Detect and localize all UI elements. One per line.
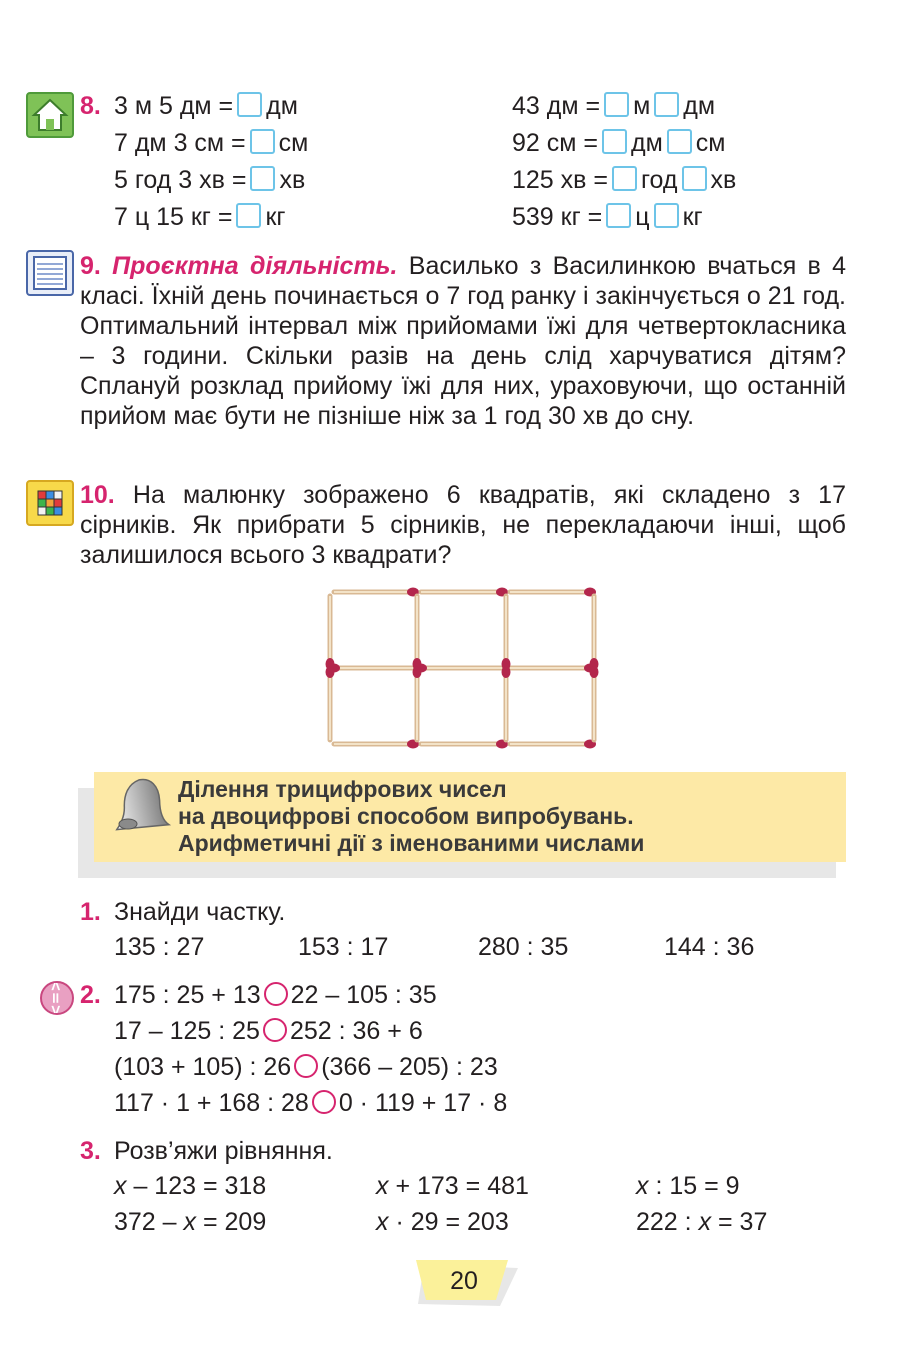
compare-circle[interactable] bbox=[312, 1090, 336, 1114]
task8-row3-right: 125 хв = год хв bbox=[512, 166, 737, 194]
matchstick[interactable] bbox=[421, 588, 508, 597]
matchstick[interactable] bbox=[415, 664, 502, 673]
matchstick[interactable] bbox=[510, 588, 596, 597]
task2-row2: 17 – 125 : 25 252 : 36 + 6 bbox=[114, 1017, 423, 1045]
matchstick[interactable] bbox=[510, 740, 596, 749]
matchstick[interactable] bbox=[510, 664, 596, 673]
answer-box[interactable] bbox=[250, 129, 275, 154]
task2-row4: 117 · 1 + 168 : 28 0 · 119 + 17 · 8 bbox=[114, 1089, 508, 1117]
task9-number: 9. bbox=[80, 252, 101, 280]
matchstick[interactable] bbox=[334, 588, 419, 597]
banner-title bbox=[178, 776, 644, 857]
task10-paragraph bbox=[80, 480, 846, 570]
bell-icon bbox=[106, 774, 176, 841]
task1-title: Знайди частку. bbox=[114, 898, 286, 926]
task9-text: Василько з Василинкою вчаться в 4 класі. Їхній день починається о 7 год ранку і закінчується о 21 год. Оптимальний інтервал між прийомами їжі для четвертокласника – 3 години. Скільки разів на день слід харчуватися дітям? Сплануй розклад прийому їжі для них, ураховуючи, що останній прийом має бути не пізніше ніж за 1 год 30 хв до сну. bbox=[80, 252, 847, 430]
task8-row2-left: 7 дм 3 см = см bbox=[114, 129, 309, 157]
task8-row1-left: 3 м 5 дм = дм bbox=[114, 92, 298, 120]
matchstick[interactable] bbox=[413, 666, 422, 740]
task8-row4-left: 7 ц 15 кг = кг bbox=[114, 203, 286, 231]
task2-row1: 175 : 25 + 13 22 – 105 : 35 bbox=[114, 981, 437, 1009]
answer-box[interactable] bbox=[682, 166, 707, 191]
equation-3: x : 15 = 9 bbox=[636, 1172, 740, 1200]
answer-box[interactable] bbox=[236, 203, 261, 228]
task8-row1-right: 43 дм = м дм bbox=[512, 92, 716, 120]
matchstick[interactable] bbox=[326, 596, 335, 670]
svg-text:<=>: <=> bbox=[47, 983, 65, 1013]
matchstick[interactable] bbox=[413, 596, 422, 670]
task9-paragraph bbox=[80, 251, 846, 431]
matchstick[interactable] bbox=[421, 740, 508, 749]
notebook-icon bbox=[26, 250, 74, 296]
rubiks-cube-icon bbox=[26, 480, 74, 526]
task1-item1: 135 : 27 bbox=[114, 933, 205, 961]
matchstick[interactable] bbox=[328, 664, 413, 673]
answer-box[interactable] bbox=[250, 166, 275, 191]
task3-title: Розв’яжи рівняння. bbox=[114, 1137, 333, 1165]
matchstick[interactable] bbox=[502, 666, 511, 740]
matchstick[interactable] bbox=[326, 666, 335, 740]
equation-6: 222 : x = 37 bbox=[636, 1208, 768, 1236]
task8-row3-left: 5 год 3 хв = хв bbox=[114, 166, 306, 194]
answer-box[interactable] bbox=[237, 92, 262, 117]
answer-box[interactable] bbox=[604, 92, 629, 117]
home-icon bbox=[26, 92, 74, 138]
task8-row2-right: 92 см = дм см bbox=[512, 129, 726, 157]
compare-circle[interactable] bbox=[294, 1054, 318, 1078]
matchstick[interactable] bbox=[334, 740, 419, 749]
matchstick[interactable] bbox=[502, 596, 511, 670]
page-number: 20 bbox=[450, 1267, 478, 1295]
compare-circle[interactable] bbox=[264, 982, 288, 1006]
matchstick-figure bbox=[320, 582, 610, 754]
task8-row4-right: 539 кг = ц кг bbox=[512, 203, 703, 231]
answer-box[interactable] bbox=[602, 129, 627, 154]
task3-number: 3. bbox=[80, 1137, 101, 1165]
compare-icon bbox=[40, 981, 74, 1015]
task1-number: 1. bbox=[80, 898, 101, 926]
answer-box[interactable] bbox=[654, 92, 679, 117]
task1-item2: 153 : 17 bbox=[298, 933, 389, 961]
answer-box[interactable] bbox=[612, 166, 637, 191]
banner-line3: Арифметичні дії з іменованими числами bbox=[178, 830, 645, 856]
answer-box[interactable] bbox=[654, 203, 679, 228]
answer-box[interactable] bbox=[667, 129, 692, 154]
equation-1: x – 123 = 318 bbox=[114, 1172, 267, 1200]
banner-line1: Ділення трицифрових чисел bbox=[178, 776, 507, 802]
task9-title: Проєктна діяльність. bbox=[112, 252, 398, 280]
task1-item3: 280 : 35 bbox=[478, 933, 569, 961]
task10-text: На малюнку зображено 6 квадратів, які складено з 17 сірників. Як прибрати 5 сірників, не перекладаючи інші, щоб залишилося всього 3 квадрати? bbox=[80, 481, 846, 569]
task10-number: 10. bbox=[80, 481, 115, 509]
equation-5: x · 29 = 203 bbox=[376, 1208, 509, 1236]
task8-number: 8. bbox=[80, 92, 101, 120]
equation-4: 372 – x = 209 bbox=[114, 1208, 267, 1236]
compare-circle[interactable] bbox=[263, 1018, 287, 1042]
answer-box[interactable] bbox=[606, 203, 631, 228]
task2-row3: (103 + 105) : 26 (366 – 205) : 23 bbox=[114, 1053, 498, 1081]
equation-2: x + 173 = 481 bbox=[376, 1172, 529, 1200]
task2-number: 2. bbox=[80, 981, 101, 1009]
matchstick[interactable] bbox=[590, 596, 599, 670]
matchstick[interactable] bbox=[590, 666, 599, 740]
task1-item4: 144 : 36 bbox=[664, 933, 755, 961]
banner-line2: на двоцифрові способом випробувань. bbox=[178, 803, 634, 829]
